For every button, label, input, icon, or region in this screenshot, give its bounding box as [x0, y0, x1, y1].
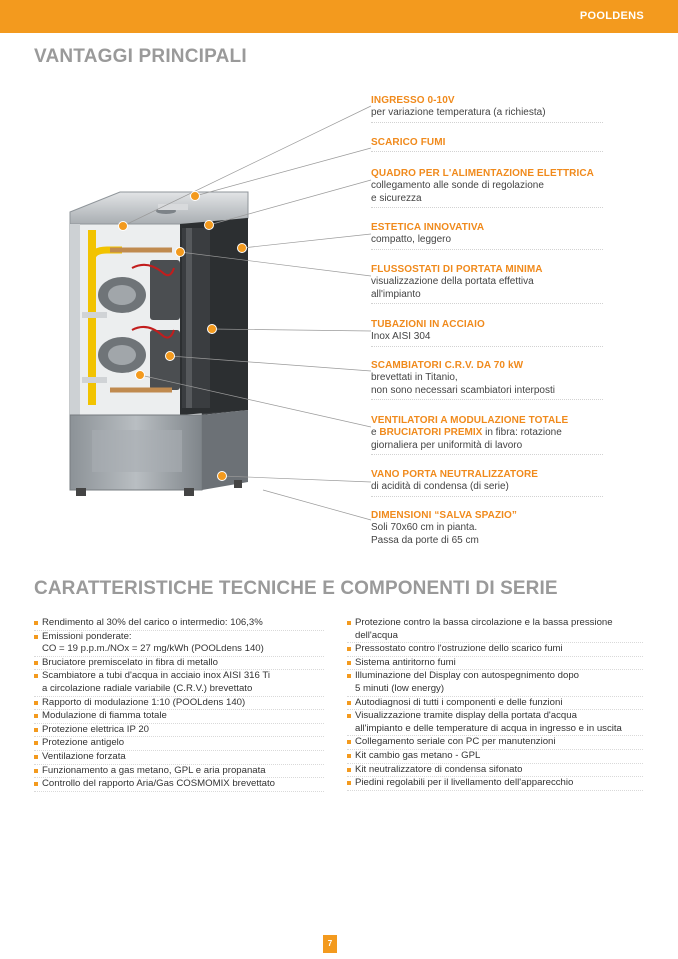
feature-desc: compatto, leggero: [371, 234, 452, 245]
bullet-square-icon: [34, 621, 38, 625]
bullet-square-icon: [347, 740, 351, 744]
feature-tubazioni: [371, 318, 603, 347]
spec-text: Piedini regolabili per il livellamento dell'apparecchio: [355, 777, 574, 789]
spec-text: Emissioni ponderate: CO = 19 p.p.m./NOx = 27 mg/kWh (POOLdens 140): [42, 630, 264, 655]
header-bar: [0, 0, 678, 33]
spec-item: [347, 777, 643, 791]
spec-text: Autodiagnosi di tutti i componenti e delle funzioni: [355, 696, 563, 708]
spec-item: [34, 737, 324, 751]
feature-title: DIMENSIONI “SALVA SPAZIO”: [371, 510, 518, 521]
feature-title: INGRESSO 0-10V: [371, 95, 455, 106]
bullet-square-icon: [347, 714, 351, 718]
bullet-square-icon: [34, 661, 38, 665]
spec-text: Kit cambio gas metano - GPL: [355, 749, 481, 761]
feature-desc-highlight: BRUCIATORI PREMIX: [379, 427, 483, 438]
feature-desc-prefix: e: [371, 427, 380, 438]
feature-vano: [371, 468, 603, 497]
spec-item: [34, 697, 324, 711]
feature-quadro: [371, 167, 603, 208]
spec-text: Scambiatore a tubi d'acqua in acciaio inox AISI 316 Ti a circolazione radiale variabile (C.R.V.) brevettato: [42, 670, 270, 694]
spec-text: Protezione elettrica IP 20: [42, 723, 150, 735]
bullet-square-icon: [34, 714, 38, 718]
bullet-square-icon: [347, 768, 351, 772]
bullet-square-icon: [34, 782, 38, 786]
bullet-square-icon: [347, 661, 351, 665]
bullet-square-icon: [34, 741, 38, 745]
spec-text: Visualizzazione tramite display della portata d'acqua all'impianto e delle temperature di acqua in ingresso e in uscita: [355, 710, 622, 734]
bullet-square-icon: [347, 754, 351, 758]
spec-item: [347, 643, 643, 657]
spec-text: Protezione contro la bassa circolazione e la bassa pressione dell'acqua: [355, 617, 613, 641]
spec-item: [347, 617, 643, 643]
spec-text: Rendimento al 30% del carico o intermedio: 106,3%: [42, 617, 263, 628]
feature-title: VENTILATORI A MODULAZIONE TOTALE: [371, 415, 569, 426]
feature-desc: Inox AISI 304: [371, 331, 431, 342]
feature-estetica: [371, 221, 603, 250]
spec-text: Pressostato contro l'ostruzione dello scarico fumi: [355, 643, 563, 655]
spec-item: [347, 710, 643, 736]
spec-item: [34, 751, 324, 765]
spec-item: [34, 657, 324, 671]
spec-item: [34, 670, 324, 696]
spec-text: Sistema antiritorno fumi: [355, 656, 456, 668]
feature-ventilatori: [371, 414, 603, 455]
bullet-square-icon: [34, 769, 38, 773]
spec-text: Collegamento seriale con PC per manutenzioni: [355, 736, 556, 748]
bullet-square-icon: [34, 728, 38, 732]
spec-text: Ventilazione forzata: [42, 750, 126, 762]
spec-text: Bruciatore premiscelato in fibra di metallo: [42, 656, 218, 668]
spec-item: [347, 657, 643, 671]
specs-list-left: [34, 617, 324, 792]
bullet-square-icon: [347, 621, 351, 625]
boiler-illustration: [62, 190, 262, 500]
spec-item: [347, 764, 643, 778]
brand-label: POOLDENS: [579, 10, 644, 22]
specs-list-right: [347, 617, 643, 791]
feature-desc: [371, 427, 603, 452]
feature-title: TUBAZIONI IN ACCIAIO: [371, 319, 485, 330]
spec-item: [347, 750, 643, 764]
feature-scambiatori: [371, 359, 603, 400]
spec-item: [34, 710, 324, 724]
feature-desc-suffix: in fibra: rotazione giornaliera per uniformità di lavoro: [371, 427, 562, 451]
spec-item: [34, 778, 324, 792]
spec-item: [34, 765, 324, 779]
spec-text: Funzionamento a gas metano, GPL e aria propanata: [42, 764, 266, 776]
feature-title: SCARICO FUMI: [371, 137, 446, 148]
bullet-square-icon: [34, 635, 38, 639]
feature-title: FLUSSOSTATI DI PORTATA MINIMA: [371, 264, 543, 275]
feature-desc: brevettati in Titanio, non sono necessari scambiatori interposti: [371, 372, 555, 396]
feature-flussostati: [371, 263, 603, 304]
bullet-square-icon: [347, 781, 351, 785]
spec-text: Kit neutralizzatore di condensa sifonato: [355, 763, 523, 775]
spec-item: [34, 617, 324, 631]
feature-title: ESTETICA INNOVATIVA: [371, 222, 485, 233]
spec-text: Rapporto di modulazione 1:10 (POOLdens 140): [42, 696, 246, 708]
bullet-square-icon: [34, 674, 38, 678]
bullet-square-icon: [34, 701, 38, 705]
spec-item: [34, 724, 324, 738]
bullet-square-icon: [347, 647, 351, 651]
spec-item: [34, 631, 324, 657]
feature-dimensioni: [371, 509, 603, 549]
feature-title: SCAMBIATORI C.R.V. DA 70 kW: [371, 360, 524, 371]
spec-item: [347, 697, 643, 711]
feature-desc: di acidità di condensa (di serie): [371, 481, 509, 492]
feature-desc: per variazione temperatura (a richiesta): [371, 107, 546, 118]
feature-title: QUADRO PER L'ALIMENTAZIONE ELETTRICA: [371, 168, 595, 179]
section-title-main: VANTAGGI PRINCIPALI: [34, 46, 247, 67]
feature-scarico-fumi: [371, 136, 603, 152]
feature-desc: visualizzazione della portata effettiva all'impianto: [371, 276, 534, 300]
bullet-square-icon: [347, 701, 351, 705]
spec-text: Controllo del rapporto Aria/Gas COSMOMIX brevettato: [42, 778, 276, 790]
bullet-square-icon: [347, 674, 351, 678]
feature-title: VANO PORTA NEUTRALIZZATORE: [371, 469, 539, 480]
spec-text: Modulazione di fiamma totale: [42, 710, 167, 722]
spec-text: Protezione antigelo: [42, 737, 125, 749]
spec-text: Illuminazione del Display con autospegnimento dopo 5 minuti (low energy): [355, 670, 579, 694]
spec-item: [347, 736, 643, 750]
section-title-specs: CARATTERISTICHE TECNICHE E COMPONENTI DI SERIE: [34, 578, 558, 599]
feature-desc: collegamento alle sonde di regolazione e sicurezza: [371, 180, 544, 204]
page-number: 7: [323, 935, 337, 953]
feature-desc: Soli 70x60 cm in pianta. Passa da porte di 65 cm: [371, 522, 479, 546]
spec-item: [347, 670, 643, 696]
bullet-square-icon: [34, 755, 38, 759]
feature-ingresso: [371, 94, 603, 123]
